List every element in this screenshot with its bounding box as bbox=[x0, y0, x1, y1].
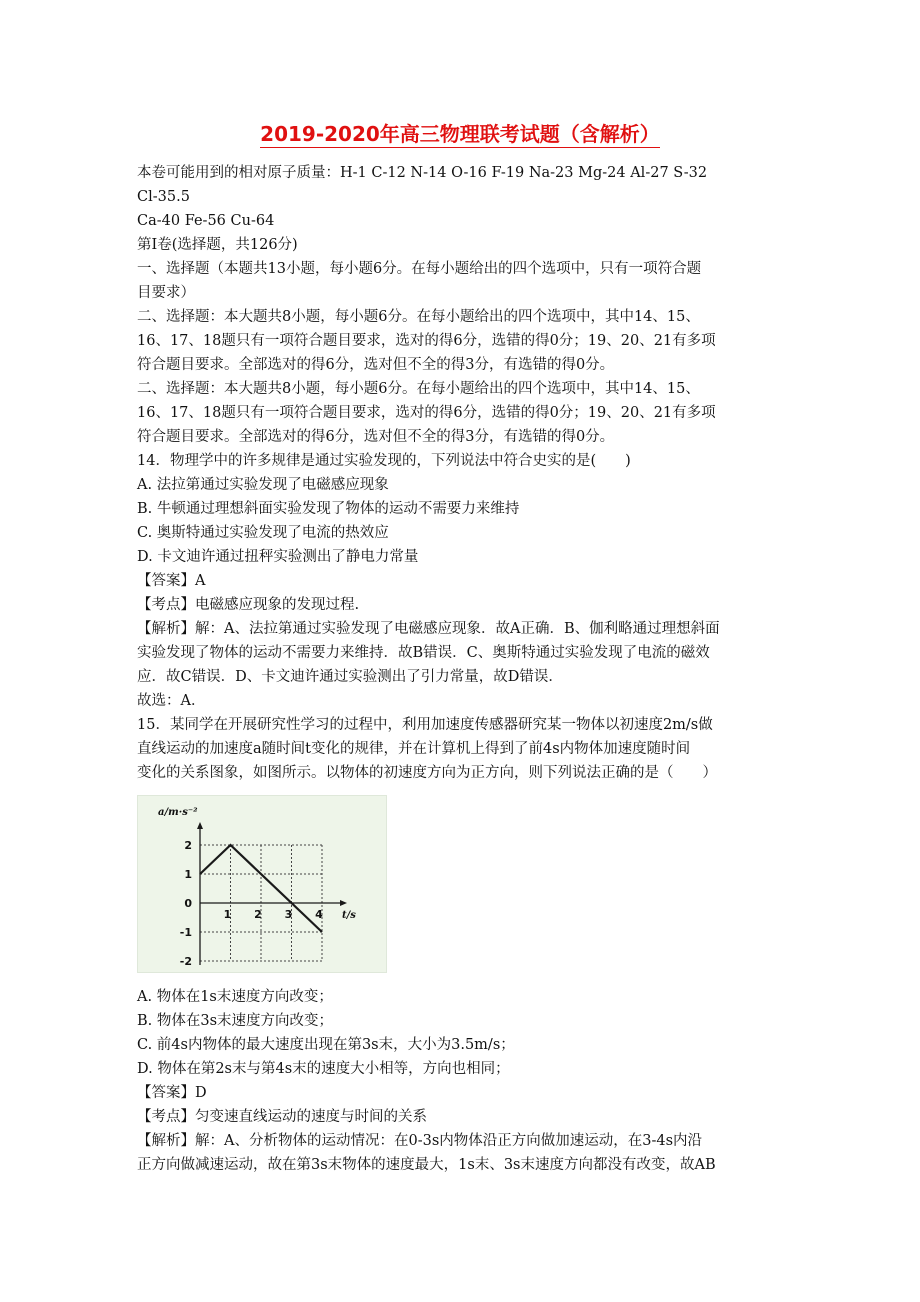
text-line: Ca-40 Fe-56 Cu-64 bbox=[137, 213, 275, 229]
analysis-line: 正方向做减速运动，故在第3s末物体的速度最大，1s末、3s末速度方向都没有改变，故AB bbox=[137, 1157, 716, 1173]
topic-line: 【考点】匀变速直线运动的速度与时间的关系 bbox=[137, 1109, 427, 1125]
y-axis-arrow bbox=[197, 822, 203, 829]
text-line: 16、17、18题只有一项符合题目要求，选对的得6分，选错的得0分；19、20、21有多项 bbox=[137, 333, 716, 349]
text-line: Cl-35.5 bbox=[137, 189, 190, 205]
x-tick-label: 4 bbox=[315, 908, 323, 921]
section-heading: 第Ⅰ卷(选择题，共126分) bbox=[137, 237, 298, 253]
acceleration-time-chart bbox=[137, 795, 387, 973]
text-line: 本卷可能用到的相对原子质量：H-1 C-12 N-14 O-16 F-19 Na-23 Mg-24 Al-27 S-32 bbox=[137, 165, 708, 181]
text-line: 二、选择题：本大题共8小题，每小题6分。在每小题给出的四个选项中，其中14、15、 bbox=[137, 381, 700, 397]
question-15-line: 变化的关系图象，如图所示。以物体的初速度方向为正方向，则下列说法正确的是（ ） bbox=[137, 765, 717, 781]
analysis-line: 【解析】解：A、法拉第通过实验发现了电磁感应现象．故A正确．B、伽利略通过理想斜面 bbox=[137, 621, 720, 637]
answer-line: 【答案】D bbox=[137, 1085, 207, 1101]
y-tick-label: 0 bbox=[184, 897, 192, 910]
chart-svg bbox=[138, 796, 386, 972]
conclusion-line: 故选：A． bbox=[137, 693, 206, 709]
text-line: 符合题目要求。全部选对的得6分，选对但不全的得3分，有选错的得0分。 bbox=[137, 429, 615, 445]
x-axis-arrow bbox=[340, 900, 347, 906]
x-tick-label: 3 bbox=[284, 908, 293, 921]
option-a: A. 物体在1s末速度方向改变； bbox=[137, 989, 333, 1005]
option-c: C. 奥斯特通过实验发现了电流的热效应 bbox=[137, 525, 389, 541]
x-axis-label: t/s bbox=[342, 910, 356, 921]
question-15-line: 直线运动的加速度a随时间t变化的规律，并在计算机上得到了前4s内物体加速度随时间 bbox=[137, 741, 691, 757]
x-tick-label: 2 bbox=[254, 908, 262, 921]
y-tick-label: -1 bbox=[179, 926, 192, 939]
y-tick-label: 2 bbox=[184, 839, 192, 852]
question-14: 14．物理学中的许多规律是通过实验发现的，下列说法中符合史实的是( ) bbox=[137, 453, 631, 469]
answer-line: 【答案】A bbox=[137, 573, 206, 589]
y-tick-label: 1 bbox=[184, 868, 192, 881]
y-axis-label: a/m·s⁻² bbox=[158, 807, 198, 818]
option-b: B. 物体在3s末速度方向改变； bbox=[137, 1013, 334, 1029]
text-line: 二、选择题：本大题共8小题，每小题6分。在每小题给出的四个选项中，其中14、15、 bbox=[137, 309, 700, 325]
question-15: 15．某同学在开展研究性学习的过程中，利用加速度传感器研究某一物体以初速度2m/s做 bbox=[137, 717, 713, 733]
text-line: 16、17、18题只有一项符合题目要求，选对的得6分，选错的得0分；19、20、21有多项 bbox=[137, 405, 716, 421]
option-d: D. 物体在第2s末与第4s末的速度大小相等，方向也相同； bbox=[137, 1061, 510, 1077]
document-title: 2019-2020年高三物理联考试题（含解析） bbox=[260, 122, 660, 146]
text-line: 一、选择题（本题共13小题，每小题6分。在每小题给出的四个选项中，只有一项符合题 bbox=[137, 261, 702, 277]
analysis-line: 应．故C错误．D、卡文迪许通过实验测出了引力常量，故D错误． bbox=[137, 669, 563, 685]
analysis-line: 实验发现了物体的运动不需要力来维持．故B错误．C、奥斯特通过实验发现了电流的磁效 bbox=[137, 645, 710, 661]
analysis-line: 【解析】解：A、分析物体的运动情况：在0-3s内物体沿正方向做加速运动，在3-4s内沿 bbox=[137, 1133, 703, 1149]
option-c: C. 前4s内物体的最大速度出现在第3s末，大小为3.5m/s； bbox=[137, 1037, 515, 1053]
topic-line: 【考点】电磁感应现象的发现过程. bbox=[137, 597, 360, 613]
text-line: 目要求） bbox=[137, 285, 195, 301]
y-tick-label: -2 bbox=[179, 955, 192, 968]
option-d: D. 卡文迪许通过扭秤实验测出了静电力常量 bbox=[137, 549, 419, 565]
text-line: 符合题目要求。全部选对的得6分，选对但不全的得3分，有选错的得0分。 bbox=[137, 357, 615, 373]
x-tick-label: 1 bbox=[223, 908, 232, 921]
option-a: A. 法拉第通过实验发现了电磁感应现象 bbox=[137, 477, 389, 493]
option-b: B. 牛顿通过理想斜面实验发现了物体的运动不需要力来维持 bbox=[137, 501, 520, 517]
